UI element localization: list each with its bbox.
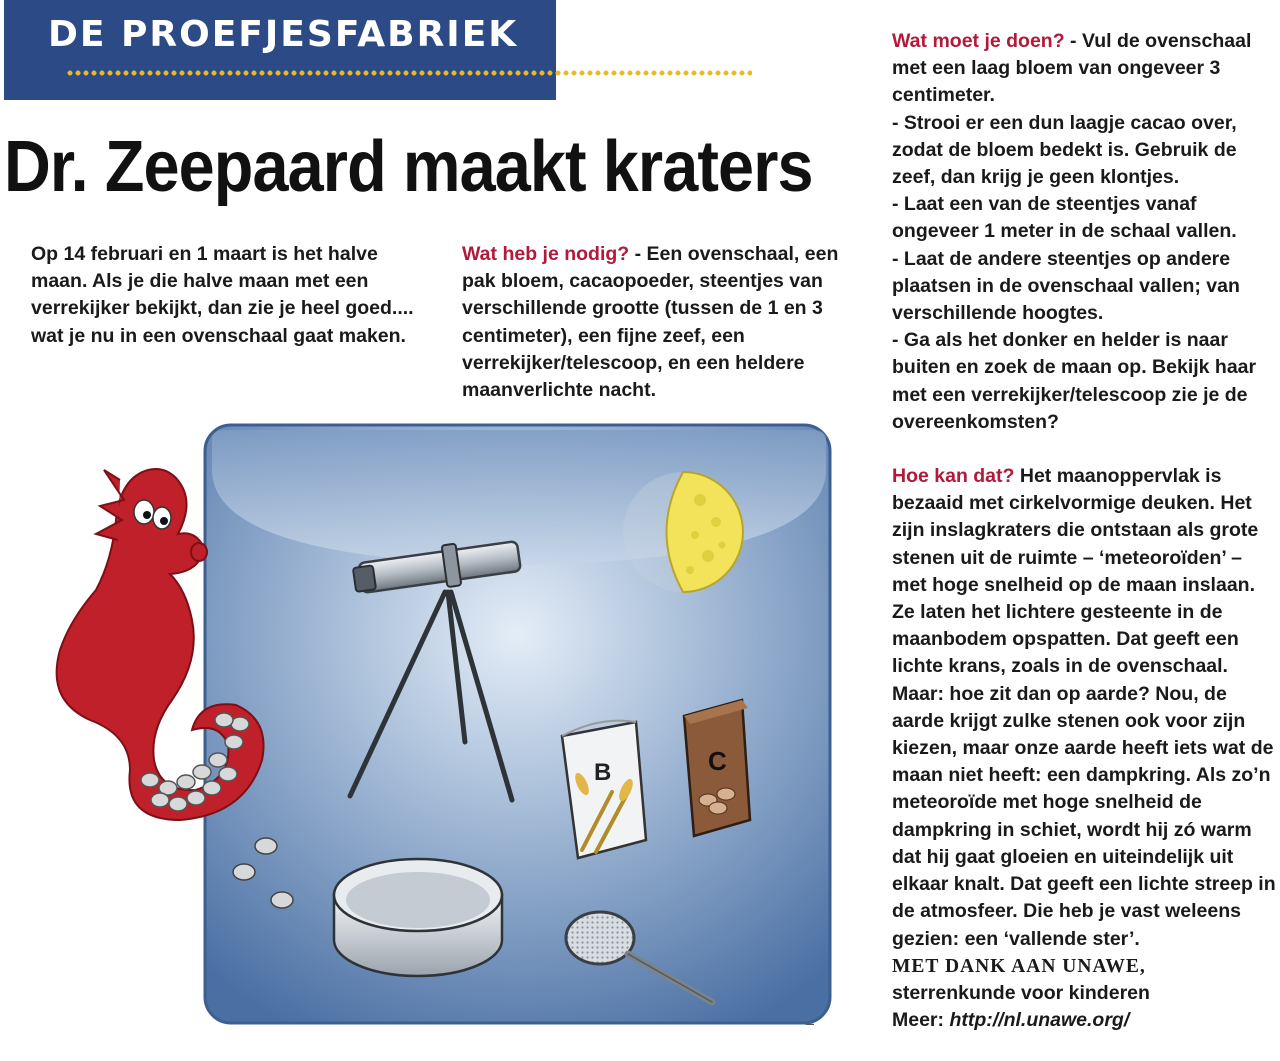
needs-text: - Een ovenschaal, een pak bloem, cacaopoeder, steentjes van verschillende grootte (tussen de 1 en 3 centimeter), een fijne zeef, een verrekijker/telescoop, en een heldere maanverlichte nacht. xyxy=(462,243,839,402)
dotted-rule xyxy=(66,70,752,76)
half-moon-icon xyxy=(623,472,743,592)
cocoa-letter: C xyxy=(708,746,727,776)
todo-step: - Laat de andere steentjes op andere plaatsen in de ovenschaal vallen; van verschillende hoogtes. xyxy=(892,247,1240,325)
section-title: DE PROEFJESFABRIEK xyxy=(48,14,519,55)
how-text: Het maanoppervlak is bezaaid met cirkelvormige deuken. Het zijn inslagkraters die ontstaan als grote stenen uit de ruimte – ‘meteoroïden’ – met hoge snelheid op de maan inslaan. Ze laten het lichtere gesteente in de maanbodem opspatten. Dat geeft een lichte krans, zoals in de ovenschaal. Maar: hoe zit dan op aarde? Nou, de aarde krijgt zulke stenen ook voor zijn kiezen, maar onze aarde heeft iets wat de maan niet heeft: een dampkring. Als zo’n meteoroïde met hoge snelheid de dampkring in schiet, wordt hij zó warm dat hij gaat gloeien en uiteindelijk uit elkaar knalt. Dat geeft een lichte streep in de atmosfeer. Die heb je vast weleens gezien: een ‘vallende ster’. xyxy=(892,465,1276,950)
unawe-link[interactable]: http://nl.unawe.org/ xyxy=(949,1009,1130,1032)
paragraph-gap xyxy=(892,436,1277,463)
needs-paragraph xyxy=(462,241,852,404)
todo-lead: Wat moet je doen? xyxy=(892,30,1065,52)
oven-dish-icon xyxy=(334,859,502,976)
intro-text: Op 14 februari en 1 maart is het halve maan. Als je die halve maan met een verrekijker bekijkt, dan zie je heel goed.... wat je nu in een ovenschaal gaat maken. xyxy=(31,243,414,347)
todo-step: - Ga als het donker en helder is naar buiten en zoek de maan op. Bekijk haar met een verrekijker/telescoop zie je de overeenkomsten? xyxy=(892,329,1257,433)
needs-lead: Wat heb je nodig? xyxy=(462,243,630,265)
illustration xyxy=(0,400,840,1040)
how-paragraph xyxy=(892,463,1277,953)
thanks-sub: sterrenkunde voor kinderen xyxy=(892,981,1150,1004)
intro-column xyxy=(31,241,431,350)
todo-step: - Strooi er een dun laagje cacao over, zodat de bloem bedekt is. Gebruik de zeef, dan krijg je geen klontjes. xyxy=(892,111,1237,189)
how-lead: Hoe kan dat? xyxy=(892,465,1015,488)
headline: Dr. Zeepaard maakt kraters xyxy=(4,127,813,207)
right-column xyxy=(892,28,1277,1034)
more-line xyxy=(892,1007,1277,1034)
thanks-line: MET DANK AAN UNAWE, xyxy=(892,955,1146,977)
more-label: Meer: xyxy=(892,1009,950,1032)
needs-column xyxy=(462,241,852,404)
todo-step: - Laat een van de steentjes vanaf ongeveer 1 meter in de schaal vallen. xyxy=(892,193,1237,243)
cocoa-box-icon xyxy=(684,700,750,836)
todo-step-text: - Vul de ovenschaal met een laag bloem van ongeveer 3 centimeter. xyxy=(892,30,1252,107)
todo-step xyxy=(892,28,1277,110)
section-banner xyxy=(4,0,556,100)
flour-bag-icon xyxy=(562,721,646,858)
flour-letter: B xyxy=(594,759,612,786)
